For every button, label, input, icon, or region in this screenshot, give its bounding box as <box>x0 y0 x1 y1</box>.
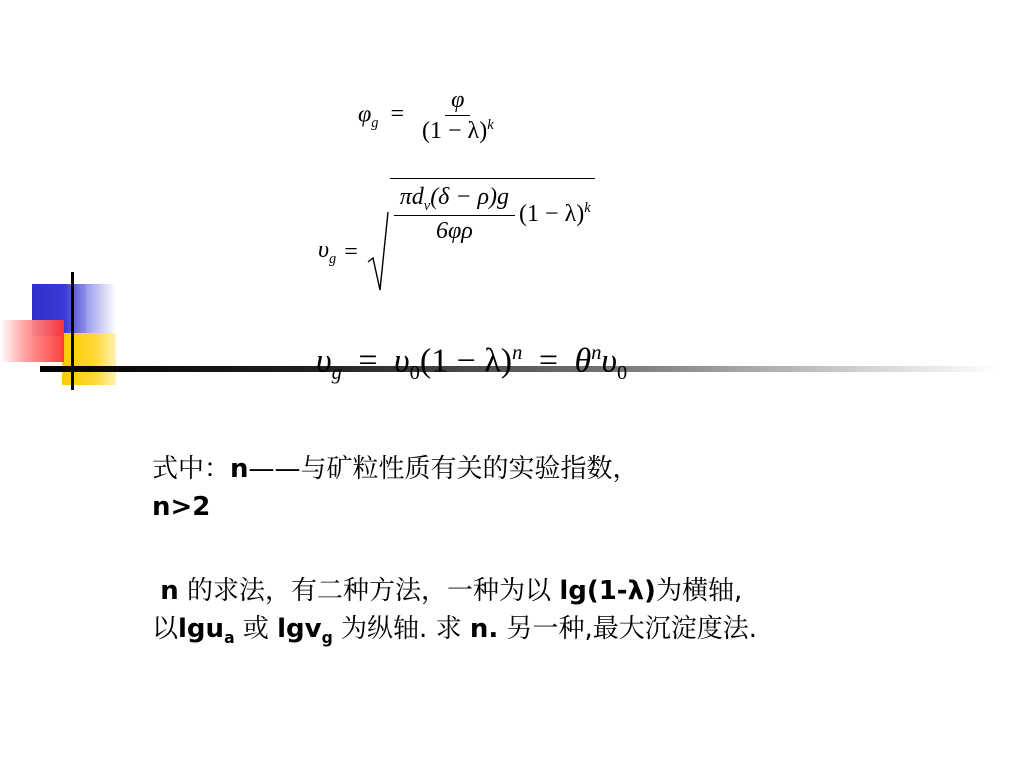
formula-2-den: 6φρ <box>436 218 473 245</box>
decor-red-bar <box>0 320 64 362</box>
formula-2-eq: = <box>344 238 358 265</box>
formula-2-lhs: υ <box>318 236 330 263</box>
formula-1-den-sup: k <box>487 116 494 133</box>
formula-3-rhs-a: θ <box>574 342 592 380</box>
paragraph-1-line-2: n>2 <box>152 492 211 522</box>
formula-1-eq: = <box>390 101 405 128</box>
paragraph-1-prefix: 式中： <box>152 454 231 484</box>
formula-2-num-sub: v <box>423 197 431 214</box>
formula-3-mid-b: (1 − λ) <box>419 342 513 380</box>
paragraph-1-line-1 <box>152 450 639 488</box>
formula-2-num-a: πd <box>399 183 424 210</box>
paragraph-2-line-1: n 的求法，有二种方法，一种为以 lg(1-λ)为横轴, <box>160 576 743 606</box>
formula-2-lhs-sub: g <box>329 250 337 267</box>
formula-1-num: φ <box>451 87 465 113</box>
paragraph-2-lgu: lgu$_a$ <box>178 614 235 648</box>
formula-1 <box>358 86 500 146</box>
formula-3-lhs: υ <box>316 342 332 380</box>
formula-2-factor: $(1 - \lambda)^k$ <box>519 200 591 228</box>
formula-3-mid-sub: 0 <box>409 362 420 385</box>
formula-1-lhs-sub: g <box>371 115 379 132</box>
paragraph-2-lg: lg(1-λ) <box>559 576 656 606</box>
formula-3 <box>316 342 627 385</box>
formula-2-fraction <box>394 183 515 246</box>
paragraph-1-desc: ——与矿粒性质有关的实验指数， <box>248 454 639 484</box>
formula-3-eq2: = <box>538 342 559 380</box>
paragraph-1 <box>152 450 639 526</box>
formula-3-mid-sup: n <box>512 342 523 364</box>
decor-vertical-line <box>71 272 74 390</box>
paragraph-2 <box>152 572 757 657</box>
formula-3-rhs-b: υ <box>601 342 618 380</box>
sqrt-radical-icon <box>366 210 390 294</box>
formula-1-lhs: φ <box>358 101 372 128</box>
paragraph-2-n2: n. <box>469 614 499 644</box>
formula-3-eq1: = <box>358 342 378 380</box>
paragraph-2-lgv: lgv$_g$ <box>277 614 333 648</box>
formula-1-fraction <box>416 86 500 146</box>
paragraph-1-n: n <box>230 454 249 484</box>
decor-blue-fade <box>86 284 116 336</box>
paragraph-2-line-2: 以lgu$_a$ 或 lgv$_g$ 为纵轴. 求 n. 另一种,最大沉淀度法. <box>152 614 758 648</box>
paragraph-2-n: n <box>160 576 179 606</box>
formula-3-rhs-sub: 0 <box>617 362 628 385</box>
formula-3-mid: υ <box>394 342 410 380</box>
formula-3-lhs-sub: g <box>331 362 342 385</box>
formula-3-rhs-sup: n <box>591 342 602 364</box>
formula-1-den: (1 − λ) <box>422 117 488 144</box>
formula-2-num-b: (δ − ρ)g <box>430 183 510 210</box>
